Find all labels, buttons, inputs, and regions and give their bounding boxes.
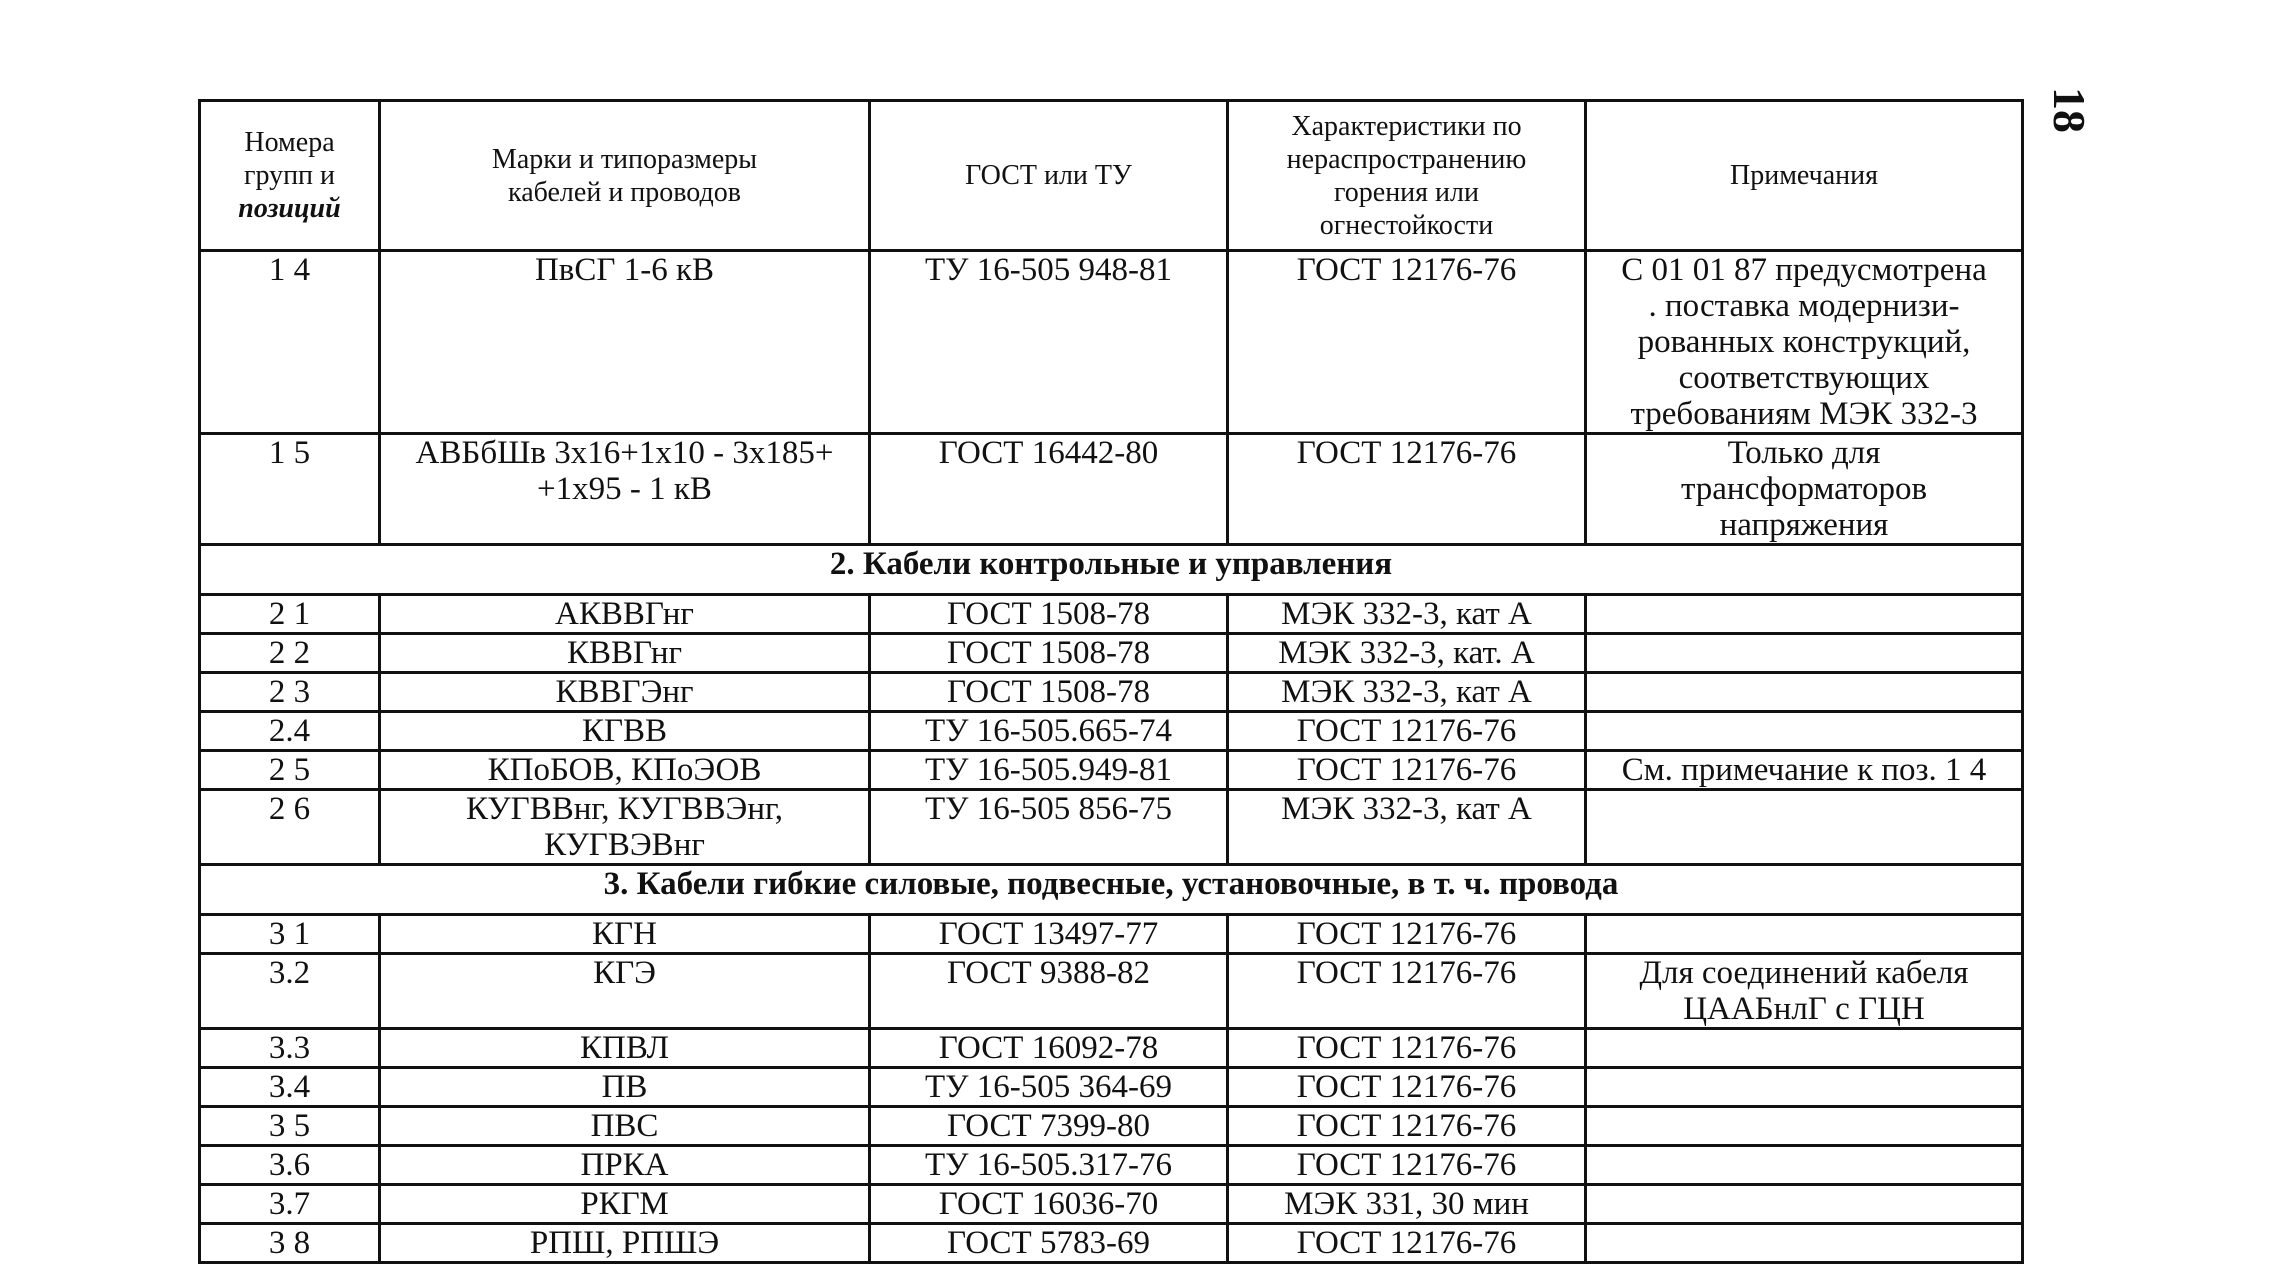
cell-num: 3.6 [200,1146,380,1185]
cell-note: Для соединений кабеля ЦААБнлГ с ГЦН [1586,954,2023,1029]
cell-fire: ГОСТ 12176-76 [1228,1068,1586,1107]
table-row [200,434,2023,545]
cell-note [1586,634,2023,673]
cell-fire: ГОСТ 12176-76 [1228,1029,1586,1068]
cell-gost: ТУ 16-505.949-81 [870,751,1228,790]
cell-num: 3 8 [200,1224,380,1263]
page-number: 18 [2044,87,2096,133]
cell-gost: ГОСТ 1508-78 [870,634,1228,673]
cell-num: 3 1 [200,915,380,954]
table-row [200,1146,2023,1185]
table-row [200,1185,2023,1224]
cell-note [1586,1068,2023,1107]
cell-num: 2 5 [200,751,380,790]
cell-note [1586,790,2023,865]
table-row [200,251,2023,434]
cell-note [1586,1107,2023,1146]
cell-brand: КПоБОВ, КПоЭОВ [380,751,870,790]
header-notes: Примечания [1586,101,2023,251]
cell-num: 3.2 [200,954,380,1029]
table-row [200,790,2023,865]
cell-brand: АВБбШв 3х16+1х10 - 3х185+ +1х95 - 1 кВ [380,434,870,545]
cell-note: С 01 01 87 предусмотрена . поставка модернизи- рованных конструкций, соответствующих требованиям МЭК 332-3 [1586,251,2023,434]
cell-note [1586,712,2023,751]
cell-gost: ГОСТ 5783-69 [870,1224,1228,1263]
cell-num: 3.7 [200,1185,380,1224]
cell-num: 2 3 [200,673,380,712]
section-heading-row [200,865,2023,915]
cell-gost: ГОСТ 7399-80 [870,1107,1228,1146]
cell-note [1586,1224,2023,1263]
section-heading-row [200,545,2023,595]
cell-note [1586,1029,2023,1068]
cell-num: 3 5 [200,1107,380,1146]
cell-fire: МЭК 332-3, кат А [1228,673,1586,712]
cell-gost: ТУ 16-505 364-69 [870,1068,1228,1107]
table-row [200,712,2023,751]
cell-brand: КВВГЭнг [380,673,870,712]
cell-brand: КУГВВнг, КУГВВЭнг, КУГВЭВнг [380,790,870,865]
table-row [200,1068,2023,1107]
cell-fire: ГОСТ 12176-76 [1228,1107,1586,1146]
cell-note [1586,673,2023,712]
cell-gost: ГОСТ 16442-80 [870,434,1228,545]
header-fire-characteristics: Характеристики по нераспространению горения или огнестойкости [1228,101,1586,251]
cell-gost: ГОСТ 1508-78 [870,673,1228,712]
cell-brand: ПвСГ 1-6 кВ [380,251,870,434]
cell-num: 2 6 [200,790,380,865]
cell-num: 2.4 [200,712,380,751]
cell-fire: МЭК 332-3, кат А [1228,595,1586,634]
cell-brand: РКГМ [380,1185,870,1224]
cell-brand: ПВ [380,1068,870,1107]
table-row [200,1029,2023,1068]
cell-fire: ГОСТ 12176-76 [1228,434,1586,545]
cell-fire: МЭК 332-3, кат. А [1228,634,1586,673]
cell-note [1586,595,2023,634]
cell-fire: ГОСТ 12176-76 [1228,915,1586,954]
cell-brand: КПВЛ [380,1029,870,1068]
table-header-row [200,101,2023,251]
cell-brand: РПШ, РПШЭ [380,1224,870,1263]
cell-fire: ГОСТ 12176-76 [1228,954,1586,1029]
cell-note [1586,915,2023,954]
cell-fire: ГОСТ 12176-76 [1228,251,1586,434]
table-row [200,1107,2023,1146]
cell-note: Только для трансформаторов напряжения [1586,434,2023,545]
cell-fire: ГОСТ 12176-76 [1228,751,1586,790]
table-row [200,954,2023,1029]
cell-gost: ГОСТ 1508-78 [870,595,1228,634]
cell-fire: ГОСТ 12176-76 [1228,712,1586,751]
table-row [200,915,2023,954]
cell-note [1586,1185,2023,1224]
cell-num: 1 4 [200,251,380,434]
table-row [200,751,2023,790]
section-3-title: 3. Кабели гибкие силовые, подвесные, установочные, в т. ч. провода [200,865,2023,915]
cell-note: См. примечание к поз. 1 4 [1586,751,2023,790]
header-group-numbers: Номера групп и позиций [200,101,380,251]
cell-num: 1 5 [200,434,380,545]
cell-gost: ГОСТ 16036-70 [870,1185,1228,1224]
cell-brand: АКВВГнг [380,595,870,634]
cell-fire: МЭК 331, 30 мин [1228,1185,1586,1224]
cell-num: 2 1 [200,595,380,634]
header-brands: Марки и типоразмеры кабелей и проводов [380,101,870,251]
cell-gost: ТУ 16-505 856-75 [870,790,1228,865]
cell-fire: ГОСТ 12176-76 [1228,1146,1586,1185]
cable-spec-table [198,99,2024,1264]
table-row [200,595,2023,634]
cell-brand: КГВВ [380,712,870,751]
section-2-title: 2. Кабели контрольные и управления [200,545,2023,595]
table-row [200,634,2023,673]
cell-note [1586,1146,2023,1185]
cell-fire: ГОСТ 12176-76 [1228,1224,1586,1263]
cell-gost: ГОСТ 16092-78 [870,1029,1228,1068]
cell-gost: ТУ 16-505.665-74 [870,712,1228,751]
cell-num: 3.4 [200,1068,380,1107]
cell-brand: ПРКА [380,1146,870,1185]
cell-brand: ПВС [380,1107,870,1146]
cell-gost: ТУ 16-505 948-81 [870,251,1228,434]
cell-brand: КВВГнг [380,634,870,673]
cell-gost: ТУ 16-505.317-76 [870,1146,1228,1185]
cell-brand: КГН [380,915,870,954]
table-row [200,1224,2023,1263]
table-row [200,673,2023,712]
cell-num: 2 2 [200,634,380,673]
cell-brand: КГЭ [380,954,870,1029]
cell-gost: ГОСТ 13497-77 [870,915,1228,954]
cell-gost: ГОСТ 9388-82 [870,954,1228,1029]
cell-num: 3.3 [200,1029,380,1068]
header-gost: ГОСТ или ТУ [870,101,1228,251]
cell-fire: МЭК 332-3, кат А [1228,790,1586,865]
